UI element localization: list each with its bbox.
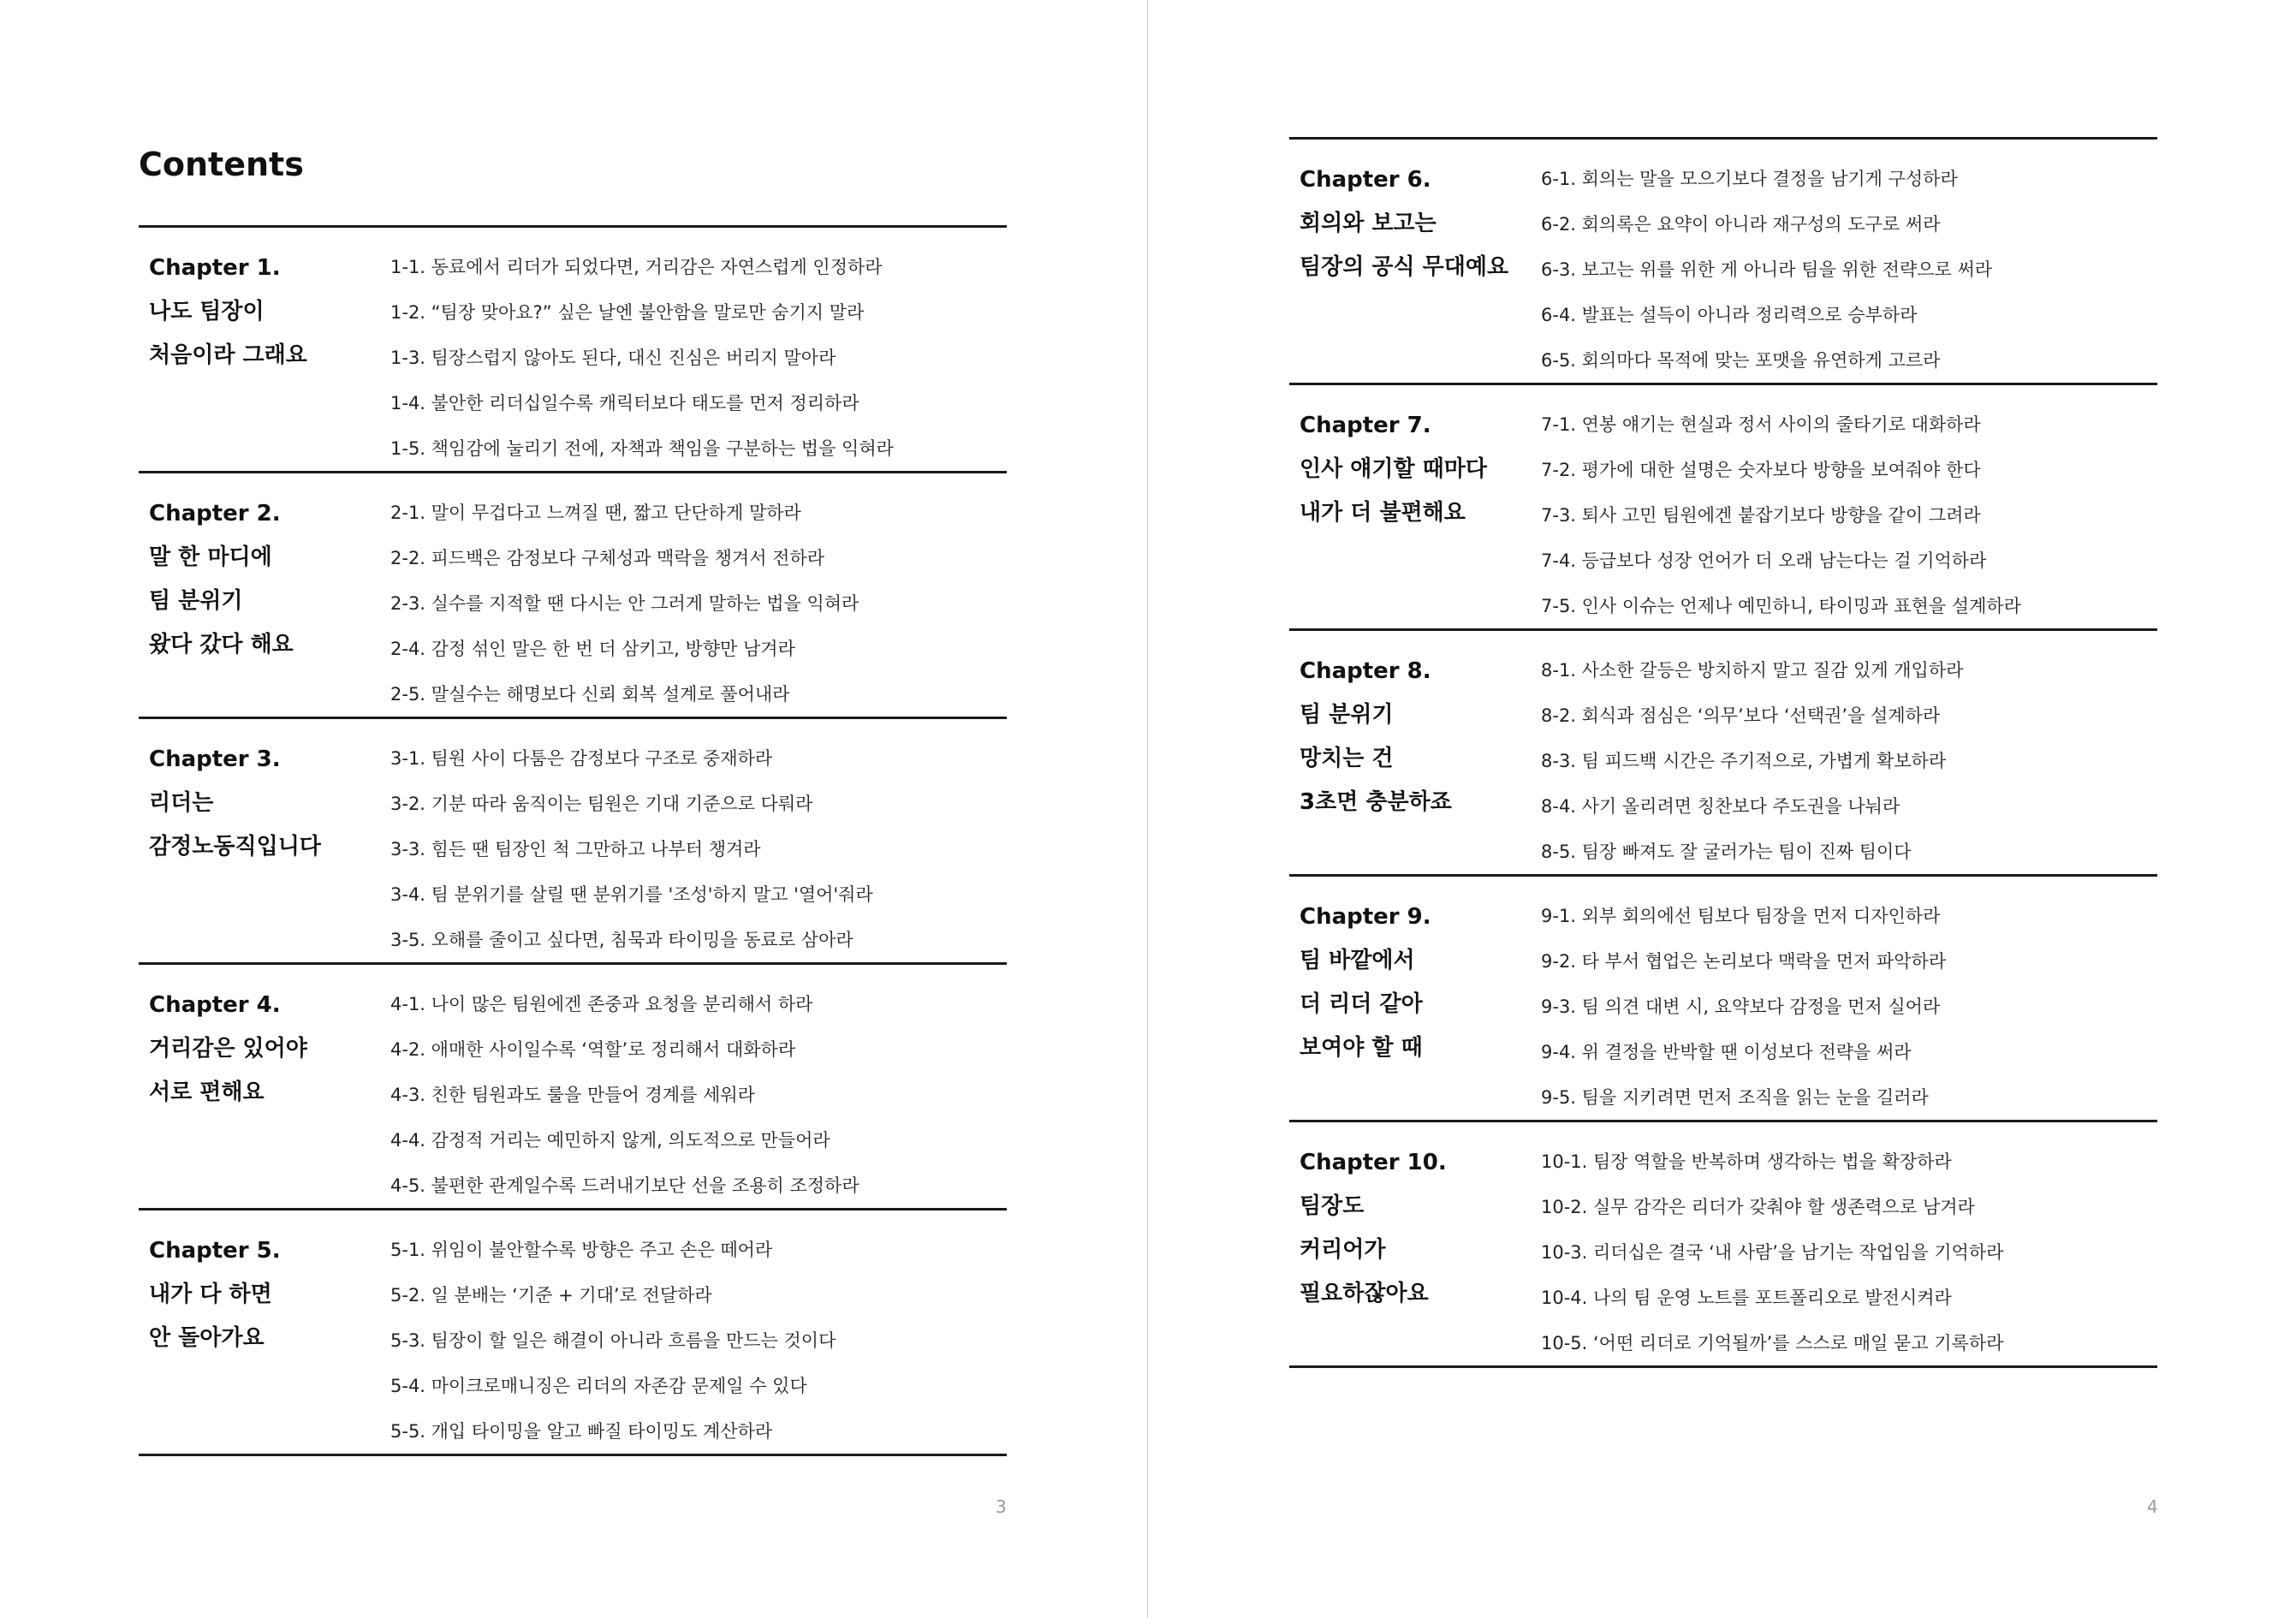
chapter-heading [1300, 895, 1531, 1070]
section-list [1541, 1139, 2157, 1366]
chapter-title-line: 감정노동직입니다 [149, 834, 321, 860]
section-entry: 5-5. 개입 타이밍을 알고 빠질 타이밍도 계산하라 [390, 1421, 773, 1442]
chapter-heading [1300, 1141, 1531, 1316]
section-entry: 9-3. 팀 의견 대변 시, 요약보다 감정을 먼저 실어라 [1541, 996, 1941, 1017]
section-entry: 2-5. 말실수는 해명보다 신뢰 회복 설계로 풀어내라 [390, 684, 790, 705]
section-entry: 10-2. 실무 감각은 리더가 갖춰야 할 생존력으로 남겨라 [1541, 1197, 1975, 1217]
section-entry: 9-4. 위 결정을 반박할 땐 이성보다 전략을 써라 [1541, 1042, 1912, 1062]
section-entry: 6-1. 회의는 말을 모으기보다 결정을 남기게 구성하라 [1541, 169, 1958, 189]
chapter-block [1289, 1122, 2157, 1368]
section-entry: 8-1. 사소한 갈등은 방치하지 말고 질감 있게 개입하라 [1541, 660, 1964, 681]
section-list [1541, 648, 2157, 875]
chapter-label: Chapter 8. [1300, 658, 1431, 684]
chapter-title-line: 인사 얘기할 때마다 [1300, 456, 1488, 482]
section-entry: 7-3. 퇴사 고민 팀원에겐 붙잡기보다 방향을 같이 그려라 [1541, 505, 1981, 526]
section-entry: 4-4. 감정적 거리는 예민하지 않게, 의도적으로 만들어라 [390, 1130, 830, 1151]
section-entry: 9-1. 외부 회의에선 팀보다 팀장을 먼저 디자인하라 [1541, 906, 1941, 926]
chapter-block [1289, 877, 2157, 1122]
section-entry: 4-3. 친한 팀원과도 룰을 만들어 경계를 세워라 [390, 1085, 755, 1105]
section-entry: 9-2. 타 부서 협업은 논리보다 맥락을 먼저 파악하라 [1541, 951, 1947, 972]
chapter-heading [1300, 158, 1531, 289]
section-entry: 3-1. 팀원 사이 다툼은 감정보다 구조로 중재하라 [390, 748, 773, 769]
section-entry: 7-5. 인사 이슈는 언제나 예민하니, 타이밍과 표현을 설계하라 [1541, 596, 2021, 616]
section-entry: 6-5. 회의마다 목적에 맞는 포맷을 유연하게 고르라 [1541, 350, 1941, 371]
chapter-heading [149, 492, 380, 667]
chapter-title-line: 커리어가 [1300, 1237, 1386, 1263]
section-entry: 2-2. 피드백은 감정보다 구체성과 맥락을 챙겨서 전하라 [390, 548, 825, 568]
chapter-title-line: 팀장도 [1300, 1193, 1365, 1219]
section-entry: 6-2. 회의록은 요약이 아니라 재구성의 도구로 써라 [1541, 214, 1941, 235]
chapter-title-line: 필요하잖아요 [1300, 1281, 1429, 1306]
chapter-label: Chapter 4. [149, 992, 281, 1018]
section-list [1541, 157, 2157, 384]
chapter-label: Chapter 7. [1300, 413, 1431, 438]
chapter-title-line: 팀 분위기 [1300, 702, 1394, 728]
section-list [390, 245, 1007, 472]
chapter-title-line: 보여야 할 때 [1300, 1035, 1423, 1061]
section-entry: 2-1. 말이 무겁다고 느껴질 땐, 짧고 단단하게 말하라 [390, 503, 801, 523]
section-entry: 3-4. 팀 분위기를 살릴 땐 분위기를 '조성'하지 말고 '열어'줘라 [390, 884, 873, 905]
chapter-heading [149, 247, 380, 378]
section-entry: 5-3. 팀장이 할 일은 해결이 아니라 흐름을 만드는 것이다 [390, 1330, 836, 1351]
contents-title: Contents [139, 146, 304, 183]
section-entry: 1-3. 팀장스럽지 않아도 된다, 대신 진심은 버리지 말아라 [390, 348, 836, 368]
section-entry: 10-3. 리더십은 결국 ‘내 사람’을 남기는 작업임을 기억하라 [1541, 1242, 2004, 1263]
section-list [390, 736, 1007, 963]
chapter-title-line: 내가 다 하면 [149, 1282, 272, 1307]
section-entry: 3-5. 오해를 줄이고 싶다면, 침묵과 타이밍을 동료로 삼아라 [390, 930, 854, 950]
right-page [1148, 0, 2296, 1618]
section-entry: 1-2. “팀장 맞아요?” 싶은 날엔 불안함을 말로만 숨기지 말라 [390, 302, 865, 323]
section-entry: 2-3. 실수를 지적할 땐 다시는 안 그러게 말하는 법을 익혀라 [390, 593, 860, 614]
chapter-title-line: 망치는 건 [1300, 746, 1394, 771]
chapter-block [1289, 385, 2157, 631]
chapter-label: Chapter 6. [1300, 167, 1431, 193]
section-entry: 10-4. 나의 팀 운영 노트를 포트폴리오로 발전시켜라 [1541, 1288, 1952, 1308]
chapter-heading [149, 738, 380, 869]
chapter-title-line: 처음이라 그래요 [149, 342, 307, 368]
toc-right [1289, 137, 2157, 1368]
chapter-title-line: 내가 더 불편해요 [1300, 500, 1466, 526]
chapter-title-line: 거리감은 있어야 [149, 1036, 307, 1062]
section-entry: 10-5. ‘어떤 리더로 기억될까’를 스스로 매일 묻고 기록하라 [1541, 1333, 2004, 1353]
section-entry: 4-1. 나이 많은 팀원에겐 존중과 요청을 분리해서 하라 [390, 994, 813, 1014]
page-number: 3 [996, 1496, 1007, 1517]
chapter-title-line: 회의와 보고는 [1300, 211, 1436, 236]
chapter-block [1289, 140, 2157, 385]
chapter-block [139, 965, 1007, 1211]
section-entry: 6-3. 보고는 위를 위한 게 아니라 팀을 위한 전략으로 써라 [1541, 259, 1993, 280]
chapter-block [139, 1211, 1007, 1456]
chapter-title-line: 안 돌아가요 [149, 1325, 265, 1351]
chapter-heading [1300, 404, 1531, 535]
section-entry: 7-4. 등급보다 성장 언어가 더 오래 남는다는 걸 기억하라 [1541, 550, 1987, 571]
chapter-block [1289, 631, 2157, 877]
section-entry: 8-4. 사기 올리려면 칭찬보다 주도권을 나눠라 [1541, 796, 1900, 817]
section-entry: 5-1. 위임이 불안할수록 방향은 주고 손은 떼어라 [390, 1240, 773, 1260]
section-entry: 1-1. 동료에서 리더가 되었다면, 거리감은 자연스럽게 인정하라 [390, 257, 883, 277]
section-list [1541, 402, 2157, 629]
chapter-title-line: 3초면 충분하죠 [1300, 789, 1452, 815]
chapter-heading [149, 1229, 380, 1360]
section-list [1541, 894, 2157, 1121]
chapter-title-line: 팀장의 공식 무대예요 [1300, 254, 1509, 280]
section-entry: 1-4. 불안한 리더십일수록 캐릭터보다 태도를 먼저 정리하라 [390, 393, 860, 413]
section-entry: 2-4. 감정 섞인 말은 한 번 더 삼키고, 방향만 남겨라 [390, 639, 795, 659]
section-entry: 3-2. 기분 따라 움직이는 팀원은 기대 기준으로 다뤄라 [390, 794, 813, 814]
chapter-heading [149, 984, 380, 1115]
section-entry: 8-2. 회식과 점심은 ‘의무’보다 ‘선택권’을 설계하라 [1541, 705, 1941, 726]
section-list [390, 982, 1007, 1209]
chapter-title-line: 팀 바깥에서 [1300, 948, 1415, 973]
section-entry: 10-1. 팀장 역할을 반복하며 생각하는 법을 확장하라 [1541, 1151, 1952, 1172]
section-entry: 9-5. 팀을 지키려면 먼저 조직을 읽는 눈을 길러라 [1541, 1087, 1929, 1108]
chapter-block [139, 228, 1007, 473]
section-entry: 1-5. 책임감에 눌리기 전에, 자책과 책임을 구분하는 법을 익혀라 [390, 438, 894, 459]
chapter-title-line: 나도 팀장이 [149, 299, 265, 324]
chapter-label: Chapter 10. [1300, 1150, 1447, 1175]
chapter-label: Chapter 5. [149, 1238, 281, 1264]
section-entry: 6-4. 발표는 설득이 아니라 정리력으로 승부하라 [1541, 305, 1918, 325]
section-entry: 3-3. 힘든 땐 팀장인 척 그만하고 나부터 챙겨라 [390, 839, 761, 860]
chapter-label: Chapter 1. [149, 255, 281, 281]
chapter-title-line: 더 리더 같아 [1300, 991, 1423, 1017]
chapter-label: Chapter 3. [149, 747, 281, 772]
chapter-label: Chapter 2. [149, 501, 281, 526]
section-list [390, 1228, 1007, 1454]
section-entry: 4-5. 불편한 관계일수록 드러내기보단 선을 조용히 조정하라 [390, 1175, 860, 1196]
section-entry: 7-1. 연봉 얘기는 현실과 정서 사이의 줄타기로 대화하라 [1541, 414, 1981, 435]
section-entry: 4-2. 애매한 사이일수록 ‘역할’로 정리해서 대화하라 [390, 1039, 796, 1060]
chapter-label: Chapter 9. [1300, 904, 1431, 930]
section-entry: 5-2. 일 분배는 ‘기준 + 기대’로 전달하라 [390, 1285, 712, 1306]
chapter-title-line: 팀 분위기 [149, 588, 243, 614]
toc-left [139, 225, 1007, 1456]
chapter-title-line: 리더는 [149, 790, 214, 816]
chapter-block [139, 719, 1007, 965]
chapter-heading [1300, 650, 1531, 824]
chapter-block [139, 473, 1007, 719]
chapter-title-line: 말 한 마디에 [149, 544, 272, 570]
chapter-title-line: 서로 편해요 [149, 1080, 265, 1105]
section-list [390, 491, 1007, 717]
page-number: 4 [2147, 1496, 2158, 1517]
chapter-title-line: 왔다 갔다 해요 [149, 632, 294, 657]
section-entry: 8-5. 팀장 빠져도 잘 굴러가는 팀이 진짜 팀이다 [1541, 842, 1912, 862]
section-entry: 8-3. 팀 피드백 시간은 주기적으로, 가볍게 확보하라 [1541, 751, 1947, 771]
section-entry: 5-4. 마이크로매니징은 리더의 자존감 문제일 수 있다 [390, 1376, 807, 1396]
section-entry: 7-2. 평가에 대한 설명은 숫자보다 방향을 보여줘야 한다 [1541, 460, 1981, 480]
